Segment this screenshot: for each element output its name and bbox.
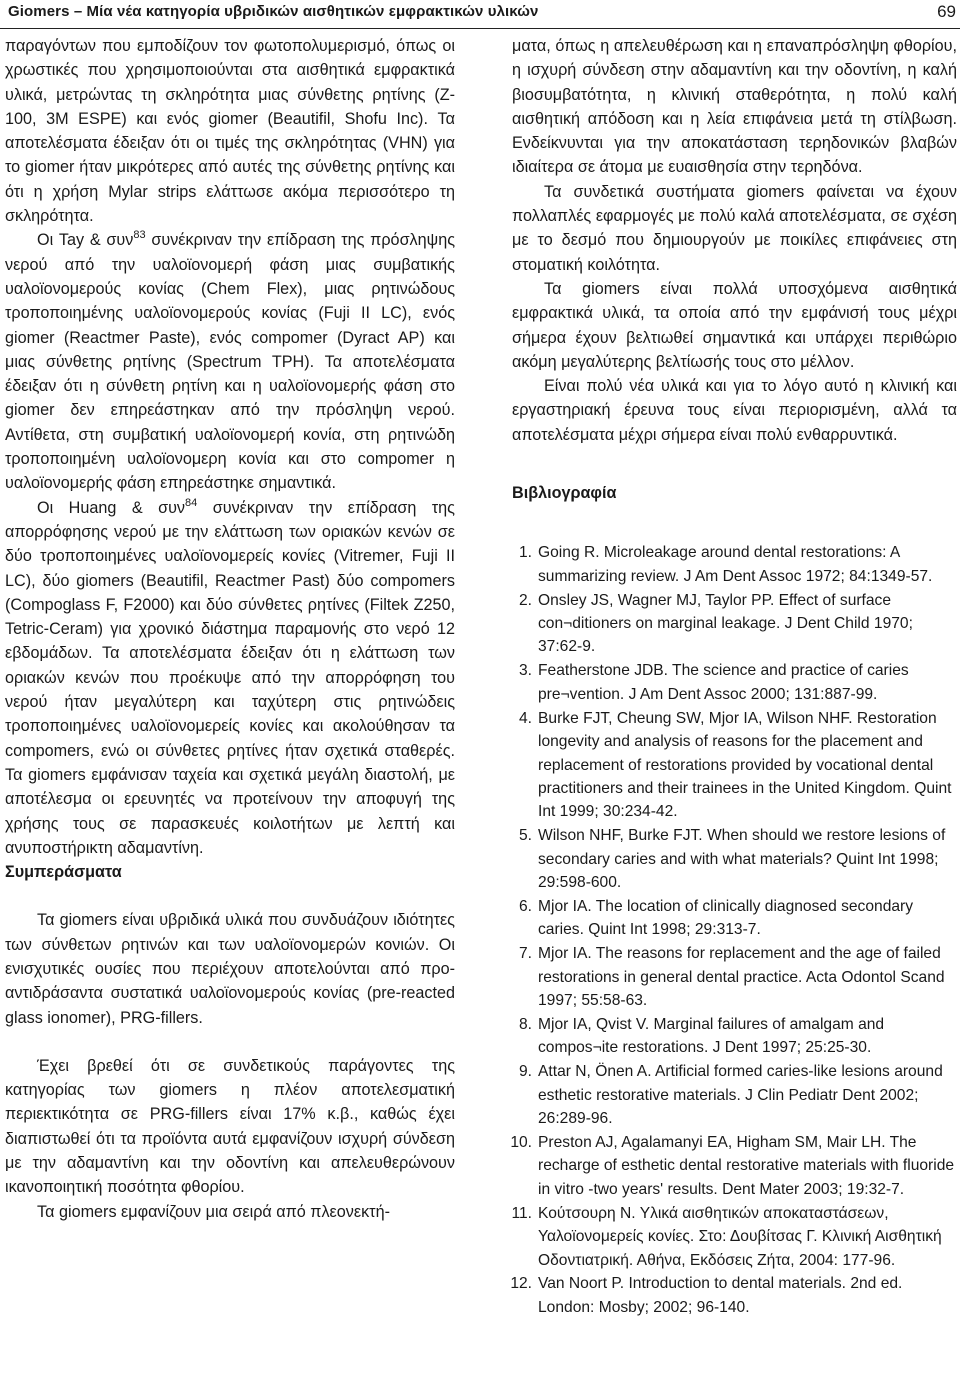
reference-number: 5. xyxy=(518,827,532,845)
reference-item xyxy=(512,707,957,824)
reference-item xyxy=(512,1013,957,1060)
paragraph: Τα giomers είναι υβριδικά υλικά που συνδυάζουν ιδιότητες των σύνθετων ρητινών και των υαλοϊονομερών κονιών. Οι ενισχυτικές ουσίες που περιέχουν αποτελούνται από προ-αντιδράσαντα συστατικά υαλοϊονομερούς κονίας (pre-reacted glass ionomer), PRG-fillers. xyxy=(5,911,455,1027)
reference-item xyxy=(512,659,957,706)
running-title: Giomers – Μία νέα κατηγορία υβριδικών αισθητικών εμφρακτικών υλικών xyxy=(8,3,539,20)
reference-number: 8. xyxy=(518,1015,532,1033)
paragraph: Είναι πολύ νέα υλικά και για το λόγο αυτό η κλινική και εργαστηριακή έρευνα τους είναι περιορισμένη, αλλά τα αποτελέσματα μέχρι σήμερα είναι πολύ ενθαρρυντικά. xyxy=(512,377,957,444)
reference-item xyxy=(512,895,957,942)
reference-number: 11. xyxy=(511,1204,532,1222)
reference-text: Van Noort P. Introduction to dental materials. 2nd ed. London: Mosby; 2002; 96-140. xyxy=(538,1275,903,1316)
reference-item xyxy=(512,824,957,894)
reference-text: Going R. Microleakage around dental restorations: A summarizing review. J Am Dent Assoc 1972; 84:1349-57. xyxy=(538,544,933,585)
page-header xyxy=(0,0,960,29)
reference-number: 10. xyxy=(510,1134,532,1151)
paragraph: Τα giomers εμφανίζουν μια σειρά από πλεονεκτή- xyxy=(37,1202,390,1221)
reference-number: 3. xyxy=(518,662,532,680)
reference-text: Mjor IA. The location of clinically diagnosed secondary caries. Quint Int 1998; 29:313-7. xyxy=(538,897,914,939)
reference-text: Mjor IA, Qvist V. Marginal failures of amalgam and compos¬ite restorations. J Dent 1997; 25:25-30. xyxy=(538,1015,885,1057)
reference-item xyxy=(512,1202,957,1272)
reference-text: Wilson NHF, Burke FJT. When should we restore lesions of secondary caries and with what materials? Quint Int 1998; 29:598-600. xyxy=(538,827,946,892)
reference-list xyxy=(512,541,957,1319)
paragraph: Έχει βρεθεί ότι σε συνδετικούς παράγοντες της κατηγορίας των giomers η πλέον αποτελεσματική περιεκτικότητα σε PRG-fillers είναι 17% κ.β., καθώς έχει διαπιστωθεί ότι τα προϊόντα αυτά εμφανίζουν ισχυρή σύνδεση με την αδαμαντίνη και την οδοντίνη και απελευθερώνουν ικανοποιητική ποσότητα φθορίου. xyxy=(5,1056,455,1197)
reference-item xyxy=(512,1060,957,1130)
reference-text: Κούτσουρη Ν. Υλικά αισθητικών αποκαταστάσεων, Υαλοϊονομερείς κονίες. Στο: Δουβίτσας Γ. Κλινική Αισθητική Οδοντιατρική. Αθήνα, Εκδόσεις Ζήτα, 2004: 177-96. xyxy=(538,1204,942,1269)
paragraph: Οι Tay & συν$^{83}$ συνέκριναν την επίδραση της πρόσληψης νερού από την υαλοϊονομερή φάση μιας συμβατικής υαλοϊονομερούς κονίας (Chem Flex), μιας ρητινώδους τροποποιημένης υαλοϊονομερούς κονίας (Fuji II LC), ενός giomer (Reactmer Paste), ενός compomer (Dyract AP) και μιας σύνθετης ρητίνης (Spectrum TPH). Τα αποτελέσματα έδειξαν ότι η σύνθετη ρητίνη και η υαλοϊονομερής φάση στο giomer δεν επηρεάστηκαν από την πρόσληψη νερού. Αντίθετα, στη συμβατική υαλοϊονομερή κονία, στη ρητινώδη τροποποιημένη υαλοϊονομερη κονία και στο compomer η υαλοϊονομερής φάση επηρεάστηκε σημαντικά. xyxy=(5,229,455,493)
reference-text: Preston AJ, Agalamanyi EA, Higham SM, Mair LH. The recharge of esthetic dental restorative materials with fluoride in vitro -two years' results. Dent Mater 2003; 19:32-7. xyxy=(538,1134,955,1198)
right-column xyxy=(512,34,957,1320)
paragraph: ματα, όπως η απελευθέρωση και η επαναπρόσληψη φθορίου, η ισχυρή σύνδεση στην αδαμαντίνη και την οδοντίνη, η καλή βιοσυμβατότητα, η κλινική σταθερότητα, η πολύ καλή αισθητική απόδοση και η λεία επιφάνεια μετά τη στίλβωση. Ενδείκνυνται για την αποκατάσταση τερηδονικών βλαβών ιδιαίτερα σε άτομα με ευαισθησία στην τερηδόνα. xyxy=(512,37,957,177)
reference-item xyxy=(512,1272,957,1319)
reference-text: Featherstone JDB. The science and practice of caries pre¬vention. J Am Dent Assoc 2000; 131:887-99. xyxy=(538,662,909,703)
reference-item xyxy=(512,541,957,588)
reference-item xyxy=(512,589,957,659)
reference-text: Onsley JS, Wagner MJ, Taylor PP. Effect of surface con¬ditioners on marginal leakage. J Dent Child 1970; 37:62-9. xyxy=(538,591,913,656)
reference-text: Mjor IA. The reasons for replacement and the age of failed restorations in general dental practice. Acta Odontol Scand 1997; 55:58-63. xyxy=(538,945,945,1010)
page-number: 69 xyxy=(937,2,956,21)
reference-number: 2. xyxy=(518,591,532,609)
reference-number: 7. xyxy=(518,945,532,963)
paragraph: Οι Huang & συν$^{84}$ συνέκριναν την επίδραση της απορρόφησης νερού με την ελάττωση των οριακών κενών σε δύο τροποποιημένες υαλοϊονομερείς κονίες (Vitremer, Fuji II LC), δύο giomers (Beautifil, Reactmer Past) δύο compomers (Compoglass F, F2000) και δύο σύνθετες ρητίνες (Filtek Z250, Tetric-Ceram) για χρονικό διάστημα παραμονής στο νερό 12 εβδομάδων. Τα αποτελέσματα έδειξαν ότι η ελάττωση των οριακών κενών που προέκυψε από την απορρόφηση του νερού ήταν μεγαλύτερη και ταχύτερη στις ρητινώδεις τροποποιημένες υαλοϊονομερείς κονίες και ακολούθησαν τα compomers, ενώ οι σύνθετες ρητίνες ήταν σχετικά σταθερές. Τα giomers εμφάνισαν ταχεία και σχετικά μεγάλη διαστολή, με αποτέλεσμα οι ερευνητές να προτείνουν την αποφυγή της χρήσης τους σε παρασκευές κοιλοτήτων με λεπτή και ανυποστήρικτη αδαμαντίνη. xyxy=(5,496,455,857)
paragraph: παραγόντων που εμποδίζουν τον φωτοπολυμερισμό, όπως οι χρωστικές που χρησιμοποιούνται στα αισθητικά εμφρακτικά υλικά, μετρώντας τη σκληρότητα μιας σύνθετης ρητίνης (Z-100, 3M ESPE) και ενός giomer (Beautifil, Shofu Inc). Τα αποτελέσματα έδειξαν ότι οι τιμές της σκληρότητας (VHN) για το giomer ήταν μικρότερες από αυτές της σύνθετης ρητίνης και ότι η χρήση Mylar strips ελάττωσε ακόμα περισσότερο τη σκληρότητα. xyxy=(5,37,455,226)
left-column xyxy=(5,34,455,1224)
paragraph: Τα συνδετικά συστήματα giomers φαίνεται να έχουν πολλαπλές εφαρμογές με πολύ καλά αποτελέσματα, σε σχέση με το δεσμό που δημιουργούν με ποικίλες επιφάνειες στη στοματική κοιλότητα. xyxy=(512,182,957,274)
reference-number: 9. xyxy=(518,1063,532,1081)
citation-ref: 84 xyxy=(185,496,198,509)
reference-text: Burke FJT, Cheung SW, Mjor IA, Wilson NHF. Restoration longevity and analysis of reasons for the placement and replacement of restorations provided by vocational dental practitioners and their trainees in the United Kingdom. Quint Int 1999; 30:234-42. xyxy=(538,709,952,821)
citation-ref: 83 xyxy=(133,229,146,242)
reference-number: 6. xyxy=(518,897,532,915)
reference-text: Attar N, Önen A. Artificial formed caries-like lesions around esthetic restorative materials. J Clin Pediatr Dent 2002; 26:289-96. xyxy=(538,1063,943,1128)
section-heading-bibliography: Βιβλιογραφία xyxy=(512,484,617,503)
reference-number: 1. xyxy=(518,544,532,562)
section-heading-conclusions: Συμπεράσματα xyxy=(5,863,122,882)
reference-item xyxy=(512,1131,957,1201)
reference-item xyxy=(512,942,957,1012)
reference-number: 4. xyxy=(518,709,532,727)
paragraph: Τα giomers είναι πολλά υποσχόμενα αισθητικά εμφρακτικά υλικά, τα οποία από την εμφάνισή τους μέχρι σήμερα έχουν βελτιωθεί σημαντικά και υπάρχει περιθώριο ακόμη μεγαλύτερης βελτίωσής τους στο μέλλον. xyxy=(512,279,957,371)
reference-number: 12. xyxy=(510,1275,532,1293)
